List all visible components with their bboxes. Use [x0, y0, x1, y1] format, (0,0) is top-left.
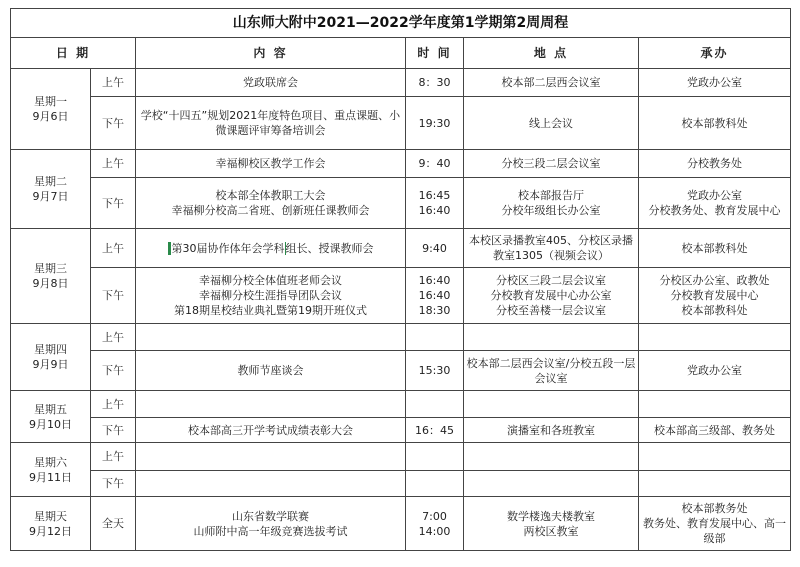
event-content [136, 391, 406, 418]
event-host [639, 324, 791, 351]
half-label: 下午 [91, 97, 136, 150]
event-time [406, 391, 464, 418]
event-place [464, 471, 639, 497]
event-time: 19:30 [406, 97, 464, 150]
day-label: 星期四 9月9日 [11, 324, 91, 391]
event-place: 校本部报告厅 分校年级组长办公室 [464, 178, 639, 229]
header-date: 日 期 [11, 38, 136, 69]
event-content-part: 第30届协作体年会学科 [171, 241, 285, 255]
event-place: 线上会议 [464, 97, 639, 150]
header-place: 地 点 [464, 38, 639, 69]
table-row [11, 97, 791, 150]
half-label: 上午 [91, 443, 136, 471]
day-label: 星期三 9月8日 [11, 229, 91, 324]
event-host: 校本部教务处 教务处、教育发展中心、高一级部 [639, 497, 791, 551]
table-row [11, 471, 791, 497]
header-content: 内 容 [136, 38, 406, 69]
event-content: 幸福柳分校全体值班老师会议 幸福柳分校生涯指导团队会议 第18期星校结业典礼暨第19期开班仪式 [136, 268, 406, 324]
event-place: 校本部二层西会议室 [464, 69, 639, 97]
event-host: 党政办公室 分校教务处、教育发展中心 [639, 178, 791, 229]
half-label: 全天 [91, 497, 136, 551]
event-place: 分校三段二层会议室 [464, 150, 639, 178]
event-host [639, 443, 791, 471]
half-label: 下午 [91, 178, 136, 229]
table-row [11, 268, 791, 324]
event-time: 16：45 [406, 418, 464, 443]
event-place [464, 443, 639, 471]
table-row [11, 324, 791, 351]
event-host: 党政办公室 [639, 351, 791, 391]
table-row [11, 229, 791, 268]
event-time: 9：40 [406, 150, 464, 178]
event-content: 山东省数学联赛 山师附中高一年级竞赛选拔考试 [136, 497, 406, 551]
half-label: 下午 [91, 471, 136, 497]
table-row [11, 418, 791, 443]
event-content [136, 324, 406, 351]
half-label: 上午 [91, 69, 136, 97]
event-host: 校本部教科处 [639, 229, 791, 268]
half-label: 上午 [91, 324, 136, 351]
table-row [11, 178, 791, 229]
table-row [11, 150, 791, 178]
half-label: 下午 [91, 268, 136, 324]
event-content: 学校“十四五”规划2021年度特色项目、重点课题、小微课题评审筹备培训会 [136, 97, 406, 150]
day-label: 星期二 9月7日 [11, 150, 91, 229]
event-place: 本校区录播教室405、分校区录播教室1305（视频会议） [464, 229, 639, 268]
text-cursor-marker [168, 242, 171, 255]
event-content [136, 229, 406, 268]
event-content [136, 443, 406, 471]
day-label: 星期一 9月6日 [11, 69, 91, 150]
weekly-schedule-table [10, 8, 791, 551]
event-content-part: 组长、授课教师会 [285, 241, 374, 255]
header-host: 承办 [639, 38, 791, 69]
event-place: 分校区三段二层会议室 分校教育发展中心办公室 分校至善楼一层会议室 [464, 268, 639, 324]
event-place: 演播室和各班教室 [464, 418, 639, 443]
event-content [136, 471, 406, 497]
schedule-document [10, 8, 790, 551]
event-place: 数学楼逸夫楼教室 两校区教室 [464, 497, 639, 551]
event-content: 教师节座谈会 [136, 351, 406, 391]
event-time: 9:40 [406, 229, 464, 268]
page-title: 山东师大附中2021—2022学年度第1学期第2周周程 [11, 9, 791, 38]
table-row [11, 391, 791, 418]
table-row [11, 351, 791, 391]
day-label: 星期五 9月10日 [11, 391, 91, 443]
event-host [639, 471, 791, 497]
half-label: 上午 [91, 391, 136, 418]
event-time: 8：30 [406, 69, 464, 97]
event-host: 党政办公室 [639, 69, 791, 97]
half-label: 上午 [91, 229, 136, 268]
event-time [406, 471, 464, 497]
table-row [11, 497, 791, 551]
event-host: 校本部教科处 [639, 97, 791, 150]
header-row [11, 38, 791, 69]
event-time: 7:00 14:00 [406, 497, 464, 551]
half-label: 上午 [91, 150, 136, 178]
event-host: 分校区办公室、政教处 分校教育发展中心 校本部教科处 [639, 268, 791, 324]
event-host: 校本部高三级部、教务处 [639, 418, 791, 443]
event-time: 16:40 16:40 18:30 [406, 268, 464, 324]
event-place [464, 391, 639, 418]
day-label: 星期六 9月11日 [11, 443, 91, 497]
day-label: 星期天 9月12日 [11, 497, 91, 551]
event-host [639, 391, 791, 418]
event-host: 分校教务处 [639, 150, 791, 178]
event-time [406, 443, 464, 471]
event-time: 15:30 [406, 351, 464, 391]
event-time [406, 324, 464, 351]
event-content: 幸福柳校区教学工作会 [136, 150, 406, 178]
event-content: 校本部全体教职工大会 幸福柳分校高二省班、创新班任课教师会 [136, 178, 406, 229]
half-label: 下午 [91, 351, 136, 391]
table-row [11, 443, 791, 471]
header-time: 时 间 [406, 38, 464, 69]
event-place: 校本部二层西会议室/分校五段一层会议室 [464, 351, 639, 391]
event-content: 校本部高三开学考试成绩表彰大会 [136, 418, 406, 443]
table-row [11, 69, 791, 97]
event-place [464, 324, 639, 351]
event-content: 党政联席会 [136, 69, 406, 97]
half-label: 下午 [91, 418, 136, 443]
event-time: 16:45 16:40 [406, 178, 464, 229]
